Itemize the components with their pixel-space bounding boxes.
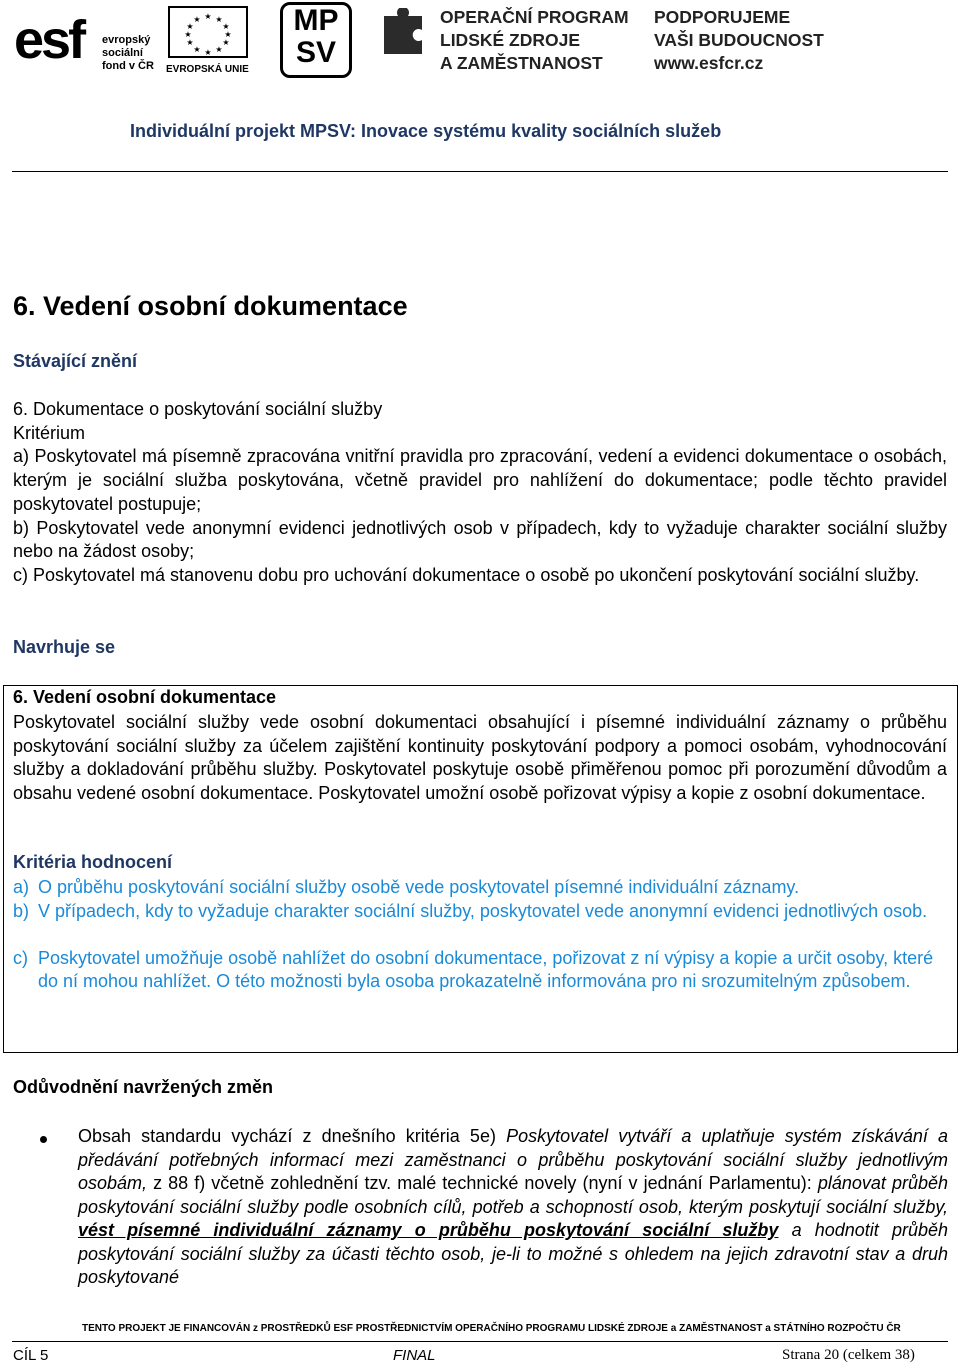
svg-text:★: ★ [215,45,223,54]
current-heading: Stávající znění [13,351,138,371]
svg-text:★: ★ [184,30,192,39]
footer-financing: TENTO PROJEKT JE FINANCOVÁN z PROSTŘEDKŮ ESF PROSTŘEDNICTVÍM OPERAČNÍHO PROGRAMU LIDSKÉ ZDROJE a ZAMĚSTNANOST a STÁTNÍHO ROZPOČTU ČR [82,1323,901,1334]
footer-center: FINAL [393,1347,436,1364]
svg-text:★: ★ [204,12,212,21]
esf-logo-text: evropský sociální fond v ČR [102,34,154,72]
svg-text:★: ★ [193,15,201,24]
footer-left: CÍL 5 [13,1347,49,1364]
proposed-text: Poskytovatel sociální služby vede osobní dokumentaci obsahující i písemné individuální záznamy o průběhu poskytování sociální služby za účelem zajištění kontinuity poskytování podpory a pomoci osobám, vyhodnocování služby a dokladování průběhu služby. Poskytovatel poskytuje osobě přiměřenou pomoc při porozumění důvodům a obsahu vedené osobní dokumentace. Poskytovatel umožní osobě pořizovat výpisy a kopie z osobní dokumentace. [13,712,947,804]
support-text: PODPORUJEME VAŠI BUDOUCNOST www.esfcr.cz [654,7,824,73]
svg-text:★: ★ [222,22,230,31]
footer-page-number: Strana 20 (celkem 38) [782,1347,915,1363]
criterion-c: c) Poskytovatel umožňuje osobě nahlížet do osobní dokumentace, pořizovat z ní výpisy a kopie a určit osoby, které do ní mohou nahlížet. O této možnosti byla osoba prokazatelně informována pro ni srozumitelným způsobem. [13,948,934,992]
current-criterion-c: c) Poskytovatel má stanovenu dobu pro uchování dokumentace o osobě po ukončení poskytování sociální služby. [13,564,920,585]
esf-logo [14,4,164,76]
current-criterion-a: a) Poskytovatel má písemně zpracována vnitřní pravidla pro zpracování, vedení a evidenci dokumentace o osobách, kterým je sociální služba poskytována, včetně pravidel pro nahlížení do dokumentace; podle těchto pravidel poskytovatel postupuje; [13,446,947,514]
current-criterion-b: b) Poskytovatel vede anonymní evidenci jednotlivých osob v případech, kdy to vyžaduje charakter sociální služby nebo na žádost osoby; [13,517,947,562]
svg-text:★: ★ [204,48,212,56]
current-text [13,398,947,588]
bullet-icon [40,1136,47,1143]
criterion-a: a) O průběhu poskytování sociální služby osobě vede poskytovatel písemné individuální záznamy. [13,877,800,897]
current-line: Kritérium [13,422,86,443]
svg-text:★: ★ [222,38,230,47]
current-line: 6. Dokumentace o poskytování sociální služby [13,399,383,419]
svg-text:★: ★ [215,15,223,24]
op-program-text: OPERAČNÍ PROGRAM LIDSKÉ ZDROJE A ZAMĚSTNANOST [440,7,629,73]
op-puzzle-icon [380,8,426,58]
svg-text:★: ★ [186,22,194,31]
project-title: Individuální projekt MPSV: Inovace systému kvality sociálních služeb [130,121,722,141]
eu-logo-text: EVROPSKÁ UNIE [166,64,249,75]
criterion-b: b) V případech, kdy to vyžaduje charakter sociální služby, poskytovatel vede anonymní evidenci jednotlivých osob. [13,901,928,921]
section-title: 6. Vedení osobní dokumentace [13,291,408,321]
esf-logo-mark: esf [14,10,84,70]
criteria-heading: Kritéria hodnocení [13,852,173,872]
justification-bullet: Obsah standardu vychází z dnešního kritéria 5e) Poskytovatel vytváří a uplatňuje systém získávání a předávání potřebných informací mezi zaměstnanci o průběhu poskytování sociální služby jednotlivým osobám, z 88 f) včetně zohlednění tzv. malé technické novely (nyní v jednání Parlamentu): plánovat průběh poskytování sociální služby podle osobních cílů, potřeb a schopností osob, kterým poskytují sociální služby, vést písemné individuální záznamy o průběhu poskytování sociální služby a hodnotit průběh poskytování sociální služby za účasti těchto osob, je-li to možné s ohledem na jejich zdravotní stav a druh poskytované [78,1126,949,1287]
svg-text:★: ★ [193,45,201,54]
eu-flag-icon [168,6,248,58]
justification-heading: Odůvodnění navržených změn [13,1077,274,1097]
proposed-title: 6. Vedení osobní dokumentace [13,687,277,707]
mpsv-logo: MP SV [280,2,352,78]
header-divider [12,171,948,172]
svg-text:★: ★ [186,38,194,47]
eu-logo [166,4,256,76]
footer-divider [12,1341,948,1342]
proposed-heading: Navrhuje se [13,637,116,657]
svg-text:★: ★ [224,30,232,39]
